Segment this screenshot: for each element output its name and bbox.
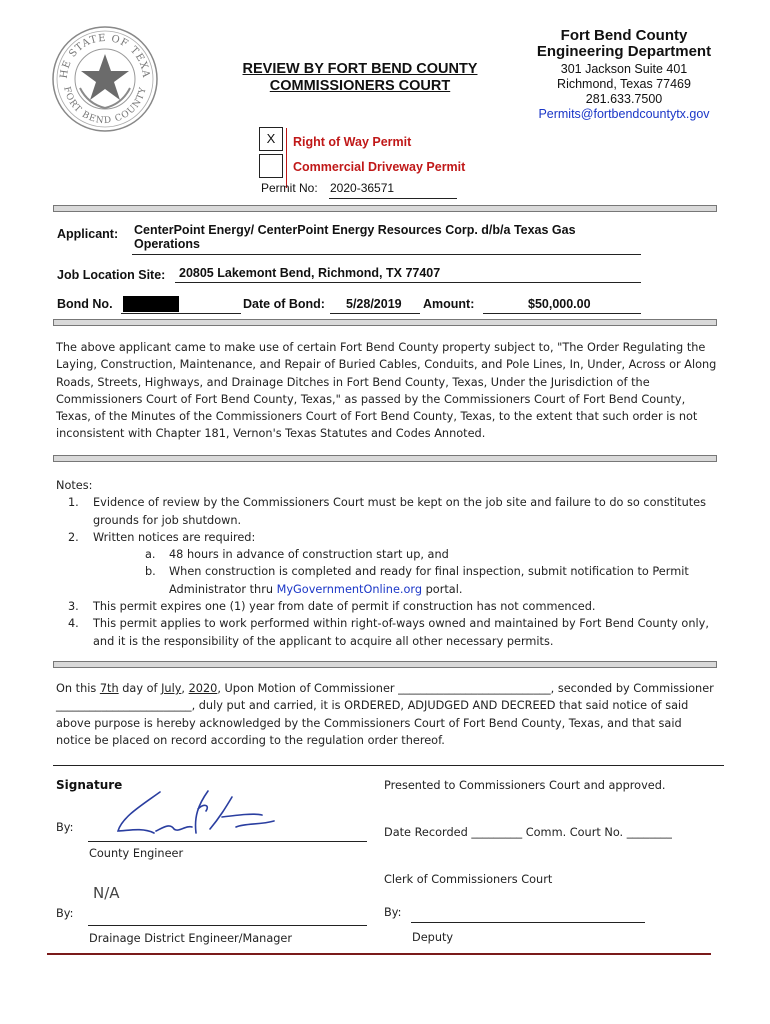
applicant-line1: CenterPoint Energy/ CenterPoint Energy Resources Corp. d/b/a Texas Gas <box>134 223 576 237</box>
intro-paragraph: The above applicant came to make use of certain Fort Bend County property subject to, "The Order Regulating the Laying, Construction, Maintenance, and Repair of Buried Cables, Conduits, and Pole Lines, In, Under, Across or Along Roads, Streets, Highways, and Drainage Ditches in Fort Bend County, Texas, Under the Jurisdiction of the Commissioners Court of Fort Bend County, Texas," as passed by the Commissioners Court of Fort Bend County, Texas, of the Minutes of the Commissioners Court of Fort Bend County, Texas, to the extent that such order is not inconsistent with Chapter 181, Vernon's Texas Statutes and Codes Annoted. <box>56 341 717 441</box>
job-location-underline <box>175 282 641 283</box>
amount-underline <box>483 313 641 314</box>
by-label-2: By: <box>56 907 74 920</box>
amount-label: Amount: <box>423 297 475 311</box>
permit-no-value: 2020-36571 <box>330 181 395 195</box>
drainage-engineer-label: Drainage District Engineer/Manager <box>89 932 293 945</box>
note-sub-letter: b. <box>145 565 156 579</box>
notes-section <box>56 477 718 650</box>
signature-heading: Signature <box>56 778 123 792</box>
right-of-way-checkbox[interactable]: X <box>259 127 283 151</box>
clerk-text: Clerk of Commissioners Court <box>384 873 553 886</box>
order-text: , Upon Motion of Commissioner ___________________________, seconded by Commissioner ________________________, duly put and carried, it is ORDERED, ADJUDGED AND DECREED that said notice of said above purpose is hereby acknowledged by the Commissioners Court of Fort Bend County, Texas, and that said notice be placed on record according to the regulation order thereof. <box>56 682 714 747</box>
note-text: portal. <box>425 582 463 596</box>
section-divider-2 <box>53 319 717 326</box>
dept-address2: Richmond, Texas 77469 <box>557 77 691 91</box>
county-seal <box>50 24 160 134</box>
signature-section-rule <box>53 765 724 766</box>
note-text: Evidence of review by the Commissioners Court must be kept on the job site and failure to do so constitutes grounds for job shutdown. <box>93 496 706 527</box>
note-item <box>56 615 718 650</box>
title-line2: COMMISSIONERS COURT <box>269 78 451 94</box>
title-line1: REVIEW BY FORT BEND COUNTY <box>242 61 478 77</box>
bond-no-label: Bond No. <box>57 297 113 311</box>
presented-text: Presented to Commissioners Court and approved. <box>384 779 666 792</box>
order-text: day of <box>122 682 158 695</box>
note-item <box>56 598 718 615</box>
commercial-driveway-checkbox[interactable] <box>259 154 283 178</box>
date-recorded-text: Date Recorded _________ Comm. Court No. ________ <box>384 826 672 839</box>
note-text: This permit expires one (1) year from date of permit if construction has not commenced. <box>93 600 596 614</box>
order-paragraph <box>56 680 718 749</box>
order-text: , <box>181 682 186 695</box>
job-location-label: Job Location Site: <box>57 268 166 282</box>
section-divider-1 <box>53 205 717 212</box>
note-item <box>56 529 718 546</box>
dept-phone: 281.633.7500 <box>585 92 663 106</box>
commercial-driveway-label: Commercial Driveway Permit <box>293 160 466 174</box>
permit-divider <box>286 128 287 188</box>
note-number: 2. <box>68 530 79 544</box>
mygovernmentonline-link[interactable]: MyGovernmentOnline.org <box>276 582 423 596</box>
job-location-value: 20805 Lakemont Bend, Richmond, TX 77407 <box>179 266 441 280</box>
note-text: This permit applies to work performed within right-of-ways owned and maintained by Fort Bend County only, and it is the responsibility of the applicant to acquire all other necessary permits. <box>93 617 709 648</box>
note-sub-letter: a. <box>145 548 156 562</box>
seal-bottom-text: FORT BEND COUNTY <box>61 85 149 127</box>
note-text: 48 hours in advance of construction start up, and <box>169 548 449 562</box>
note-number: 1. <box>68 496 79 510</box>
footer-rule <box>47 953 711 955</box>
applicant-label: Applicant: <box>57 227 119 241</box>
note-subitem <box>56 563 718 598</box>
dept-name-line1: Fort Bend County <box>560 27 688 44</box>
order-day: 7th <box>99 682 119 695</box>
date-of-bond-underline <box>330 313 420 314</box>
section-divider-3 <box>53 455 717 462</box>
seal-icon <box>50 24 160 134</box>
redacted-bond-number <box>123 296 179 312</box>
note-text: When construction is completed and ready for final inspection, submit notification to Permit Administrator thru <box>169 565 689 596</box>
note-text: Written notices are required: <box>93 530 256 544</box>
dept-email-link[interactable]: Permits@fortbendcountytx.gov <box>538 107 710 121</box>
engineer-signature-line[interactable] <box>88 841 367 842</box>
department-block <box>515 28 733 122</box>
applicant-value <box>134 223 639 251</box>
notes-list <box>56 494 718 650</box>
order-text: On this <box>56 682 97 695</box>
handwritten-signature <box>112 787 287 842</box>
order-month: July <box>161 682 182 695</box>
permit-no-underline <box>329 198 457 199</box>
note-number: 3. <box>68 600 79 614</box>
drainage-signature-line[interactable] <box>88 925 367 926</box>
notes-heading: Notes: <box>56 479 93 492</box>
note-subitem <box>56 546 718 563</box>
deputy-label: Deputy <box>412 931 454 944</box>
dept-address1: 301 Jackson Suite 401 <box>560 62 688 76</box>
right-of-way-label: Right of Way Permit <box>293 135 412 149</box>
order-year: 2020 <box>188 682 218 695</box>
section-divider-4 <box>53 661 717 668</box>
dept-name-line2: Engineering Department <box>536 43 712 60</box>
seal-top-text: HE STATE OF TEXA <box>58 32 152 80</box>
permit-no-label: Permit No: <box>261 181 318 195</box>
amount-value: $50,000.00 <box>528 297 591 311</box>
by-label-1: By: <box>56 821 74 834</box>
by-label-3: By: <box>384 906 402 919</box>
date-of-bond-value: 5/28/2019 <box>346 297 402 311</box>
bond-no-underline <box>121 313 241 314</box>
note-number: 4. <box>68 617 79 631</box>
applicant-underline <box>132 254 641 255</box>
county-engineer-label: County Engineer <box>89 847 184 860</box>
deputy-signature-line[interactable] <box>411 922 645 923</box>
document-title <box>200 61 520 95</box>
note-item <box>56 494 718 529</box>
date-of-bond-label: Date of Bond: <box>243 297 325 311</box>
applicant-line2: Operations <box>134 237 200 251</box>
na-handwritten: N/A <box>93 884 120 902</box>
